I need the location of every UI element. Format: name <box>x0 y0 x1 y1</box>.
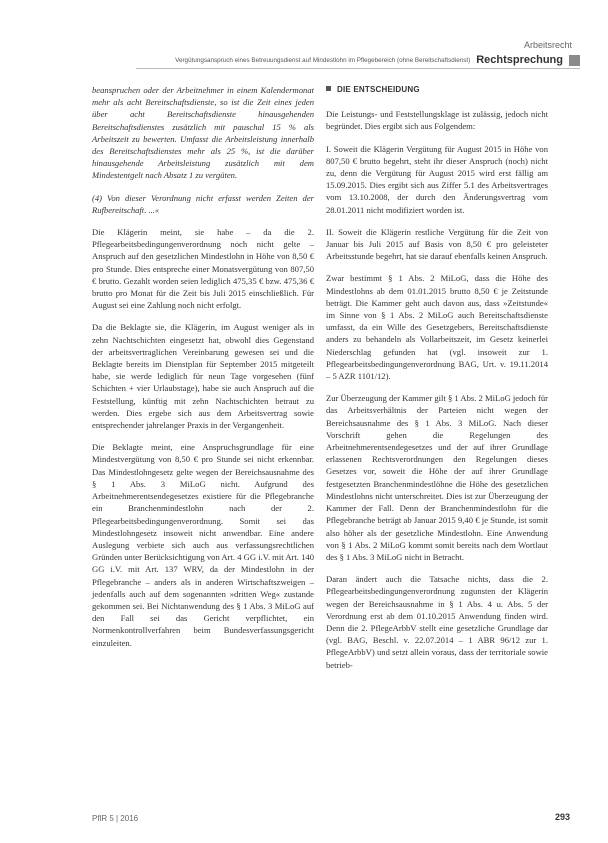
body-paragraph: II. Soweit die Klägerin restliche Vergütung für die Zeit von Januar bis Juli 2015 auf Basis von 8,50 € pro geleisteter Arbeitsstunde begehrt, hat sie darauf ebenfalls keinen Anspruch. <box>326 226 548 262</box>
page-header <box>136 52 580 69</box>
section-heading <box>326 84 548 96</box>
body-paragraph: Da die Beklagte sie, die Klägerin, im August weniger als in zehn Nachtschichten eingesetzt hat, obwohl dies Gegenstand der arbeitsvertraglichen Vereinbarung gewesen sei und die Beklagte bereits im Dienstplan für September 2015 mitgeteilt habe, sie werde lediglich für neun Tage vorgesehen (fünf Schichten + vier Urlaubstage), habe sie auch Anspruch auf die Feststellung, künftig mit zehn Nachtschichten betraut zu werden. Dies ergebe sich aus dem Arbeitsvertrag sowie entsprechender jahrelanger Praxis in der Vergangenheit. <box>92 322 314 431</box>
page-number: 293 <box>554 812 570 822</box>
left-column <box>92 84 314 659</box>
header-section-title: Rechtsprechung <box>476 54 563 66</box>
body-paragraph: Zwar bestimmt § 1 Abs. 2 MiLoG, dass die Höhe des Mindestlohns ab dem 01.01.2015 brutto 8,50 € je Zeitstunde beträgt. Die Kammer geht auch davon aus, dass »Zeitstunde« im Sinne von § 1 Abs. 2 MiLoG auch Bereitschaftsdienste umfasst, da ein Wille des Gesetzgebers, Bereitschaftsdienste anders zu behandeln als Vollarbeitszeit, im Gesetz keinerlei Niederschlag gefunden hat (vgl. insoweit zur 1. Pflegearbeitsbedingungenverordnung BAG, Urt. v. 19.11.2014 – 5 AZR 1101/12). <box>326 273 548 382</box>
top-category-label: Arbeitsrecht <box>523 40 572 50</box>
body-paragraph: I. Soweit die Klägerin Vergütung für August 2015 in Höhe von 807,50 € brutto begehrt, steht ihr dieser Anspruch (noch) nicht zu, denn die Vergütung für August 2015 wird erst fällig am 15.09.2015. Dies ergibt sich aus Ziffer 5.1 des Arbeitsvertrages vom 13.10.2008, der durch den Änderungsvertrag vom 28.01.2011 nicht modifiziert worden ist. <box>326 143 548 215</box>
body-paragraph: Die Beklagte meint, eine Anspruchsgrundlage für eine Mindestvergütung von 8,50 € pro Stunde sei nicht erkennbar. Das Mindestlohngesetz gelte wegen der Bereichsausnahme des § 1 Abs. 3 MiLoG nicht. Aufgrund des Arbeitnehmerentsendegesetzes existiere für die Pflegebranche ein Branchenmindestlohn nach der 2. Pflegearbeitsbedingungenverordnung. Somit sei das Mindestlohngesetz insoweit nicht anwendbar. Eine andere Auslegung verbiete sich auch aus verfassungsrechtlichen Gründen unter Berücksichtigung von Art. 4 GG i.V. mit Art. 140 GG i.V. mit Art. 137 WRV, da der Mindestlohn in der Pflegebranche – anders als in anderen Wirtschaftszweigen – jedenfalls auch auf dem sogenannten »dritten Weg« zustande gekommen sei. Bei Nichtanwendung des § 1 Abs. 3 MiLoG auf den Fall sei das Gericht verpflichtet, ein Normenkontrollverfahren beim Bundesverfassungsgericht einzuleiten. <box>92 442 314 648</box>
quoted-text-paragraph: beanspruchen oder der Arbeitnehmer in einem Kalendermonat mehr als acht Bereitschaftsdienste, so ist die Zeit eines jeden über acht Bereitschaftsdienste hinausgehenden Bereitschaftsdienstes zusätzlich mit pauschal 15 % als Arbeitszeit zu bewerten. Umfasst die Arbeitsleistung innerhalb des Bereitschaftsdienstes mehr als 25 %, ist die darüber hinausgehende Arbeitsleistung zusätzlich mit dem Mindestentgelt nach Absatz 1 zu vergüten. <box>92 85 314 181</box>
bullet-square-icon <box>326 86 331 91</box>
right-column <box>326 84 548 681</box>
header-square-icon <box>569 55 580 66</box>
journal-issue-label: PflR 5 | 2016 <box>92 814 139 823</box>
body-paragraph: Die Leistungs- und Feststellungsklage ist zulässig, jedoch nicht begründet. Dies ergibt sich aus Folgendem: <box>326 109 548 132</box>
section-heading-text: DIE ENTSCHEIDUNG <box>337 85 420 94</box>
quoted-text-paragraph: (4) Von dieser Verordnung nicht erfasst werden Zeiten der Rufbereitschaft. ...« <box>92 192 314 215</box>
body-paragraph: Daran ändert auch die Tatsache nichts, dass die 2. Pflegearbeitsbedingungenverordnung zugunsten der Klägerin wegen der Bereichsausnahme in § 1 Abs. 4 u. Abs. 5 der Verordnung erst ab dem 01.10.2015 Anwendung finden wird. Denn die 2. PflegeArbbV stellt eine gesetzliche Grundlage dar (vgl. BAG, Beschl. v. 22.07.2014 – 1 ABR 96/12 zur 1. PflegeArbbV) und setzt allein voraus, dass der territoriale sowie betrieb- <box>326 574 548 670</box>
body-paragraph: Zur Überzeugung der Kammer gilt § 1 Abs. 2 MiLoG jedoch für das Arbeitsverhältnis der Parteien nicht wegen der Bereichsausnahme des § 1 Abs. 3 MiLoG. Nach dieser Vorschrift gehen die Regelungen des Arbeitnehmerentsendegesetzes und der auf ihrer Grundlage erlassenen Rechtsverordnungen den Regelungen dieses Gesetzes vor, soweit die Höhe der auf ihrer Grundlage festgesetzten Branchenmindestlöhne die Höhe des gesetzlichen Mindestlohns nicht unterschreitet. Dies ist zur Überzeugung der Kammer der Fall. Denn der Branchenmindestlohn für die Pflegebranche beträgt ab Januar 2015 9,40 € je Stunde, ist somit also höher als der gesetzliche Mindestlohn. Eine Anwendung von § 1 Abs. 2 MiLoG kommt somit bereits nach dem Wortlaut des § 1 Abs. 3 MiLoG nicht in Betracht. <box>326 393 548 562</box>
header-subtitle: Vergütungsanspruch eines Betreuungsdienst auf Mindestlohn im Pflegebereich (ohne Bereitschaftsdienst) <box>175 56 471 64</box>
body-paragraph: Die Klägerin meint, sie habe – da die 2. Pflegearbeitsbedingungenverordnung noch nicht gelte – Anspruch auf den gesetzlichen Mindestlohn in Höhe von 8,50 € pro Stunde. Dies entspreche einer Monatsvergütung von 807,50 € brutto. Gezahlt worden seien lediglich 475,35 € bzw. 475,36 € brutto pro Monat für die Zeit bis Juli 2015 einschließlich. Für August sei eine Zahlung noch nicht erfolgt. <box>92 227 314 311</box>
